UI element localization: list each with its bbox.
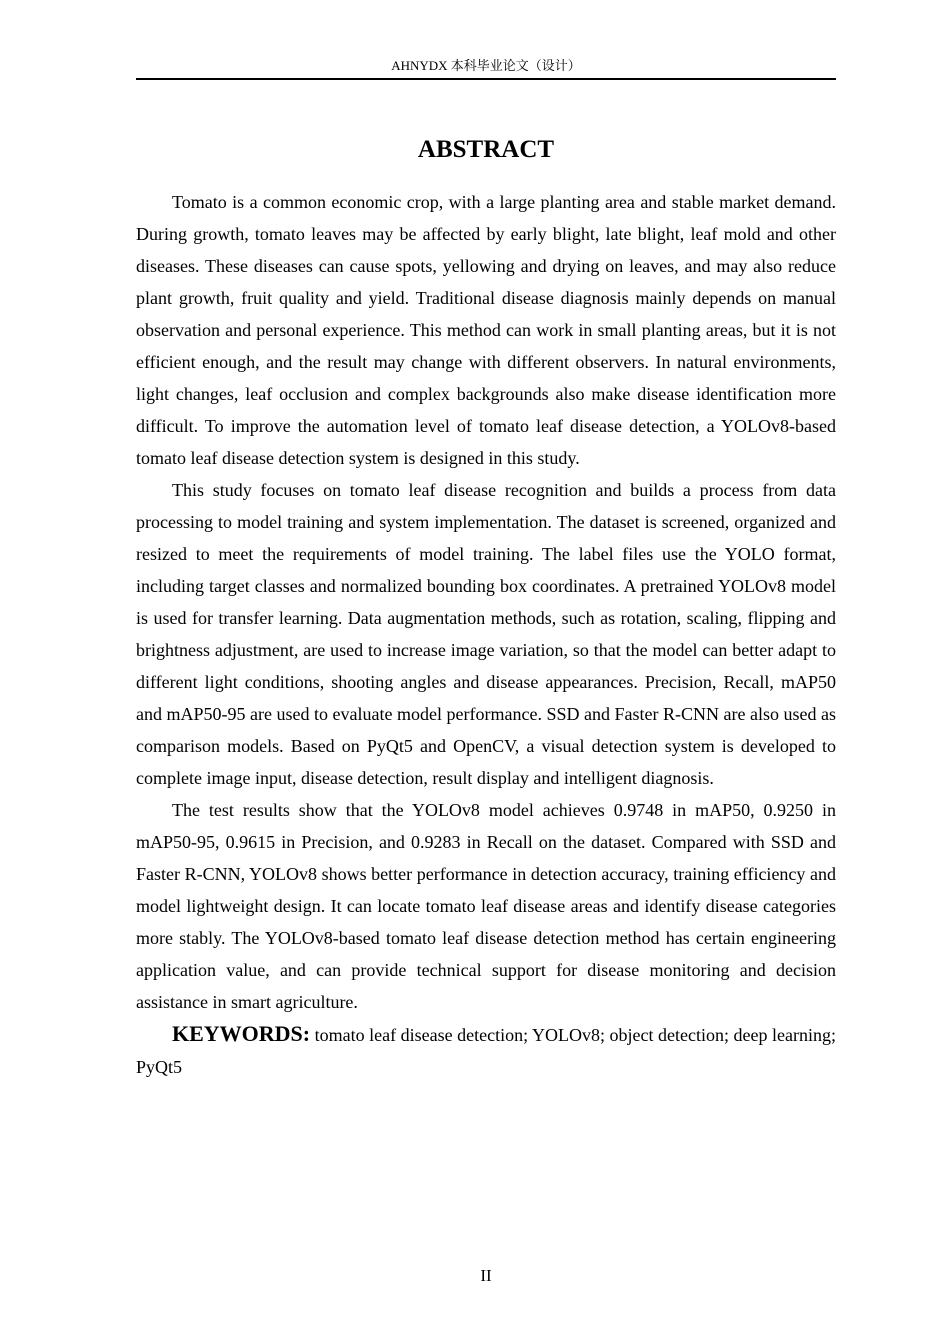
abstract-paragraph-1: Tomato is a common economic crop, with a large planting area and stable market demand. During growth, tomato leaves may be affected by early blight, late blight, leaf mold and other diseases. These diseases can cause spots, yellowing and drying on leaves, and may also reduce plant growth, fruit quality and yield. Traditional disease diagnosis mainly depends on manual observation and personal experience. This method can work in small planting areas, but it is not efficient enough, and the result may change with different observers. In natural environments, light changes, leaf occlusion and complex backgrounds also make disease identification more difficult. To improve the automation level of tomato leaf disease detection, a YOLOv8-based tomato leaf disease detection system is designed in this study.	[136, 192, 836, 468]
keywords-line	[136, 1018, 836, 1083]
page-number: II	[480, 1266, 492, 1285]
keywords-text: tomato leaf disease detection; YOLOv8; object detection; deep learning; PyQt5	[136, 1025, 836, 1077]
abstract-title: ABSTRACT	[417, 136, 555, 163]
keywords-label: KEYWORDS:	[172, 1021, 311, 1046]
running-header: AHNYDX 本科毕业论文（设计）	[136, 56, 836, 80]
abstract-paragraph-2: This study focuses on tomato leaf disease recognition and builds a process from data processing to model training and system implementation. The dataset is screened, organized and resized to meet the requirements of model training. The label files use the YOLO format, including target classes and normalized bounding box coordinates. A pretrained YOLOv8 model is used for transfer learning. Data augmentation methods, such as rotation, scaling, flipping and brightness adjustment, are used to increase image variation, so that the model can better adapt to different light conditions, shooting angles and disease appearances. Precision, Recall, mAP50 and mAP50-95 are used to evaluate model performance. SSD and Faster R-CNN are also used as comparison models. Based on PyQt5 and OpenCV, a visual detection system is developed to complete image input, disease detection, result display and intelligent diagnosis.	[136, 480, 836, 788]
abstract-paragraph-3: The test results show that the YOLOv8 model achieves 0.9748 in mAP50, 0.9250 in mAP50-95, 0.9615 in Precision, and 0.9283 in Recall on the dataset. Compared with SSD and Faster R-CNN, YOLOv8 shows better performance in detection accuracy, training efficiency and model lightweight design. It can locate tomato leaf disease areas and identify disease categories more stably. The YOLOv8-based tomato leaf disease detection method has certain engineering application value, and can provide technical support for disease monitoring and decision assistance in smart agriculture.	[136, 800, 836, 1012]
abstract-body	[136, 186, 836, 1083]
